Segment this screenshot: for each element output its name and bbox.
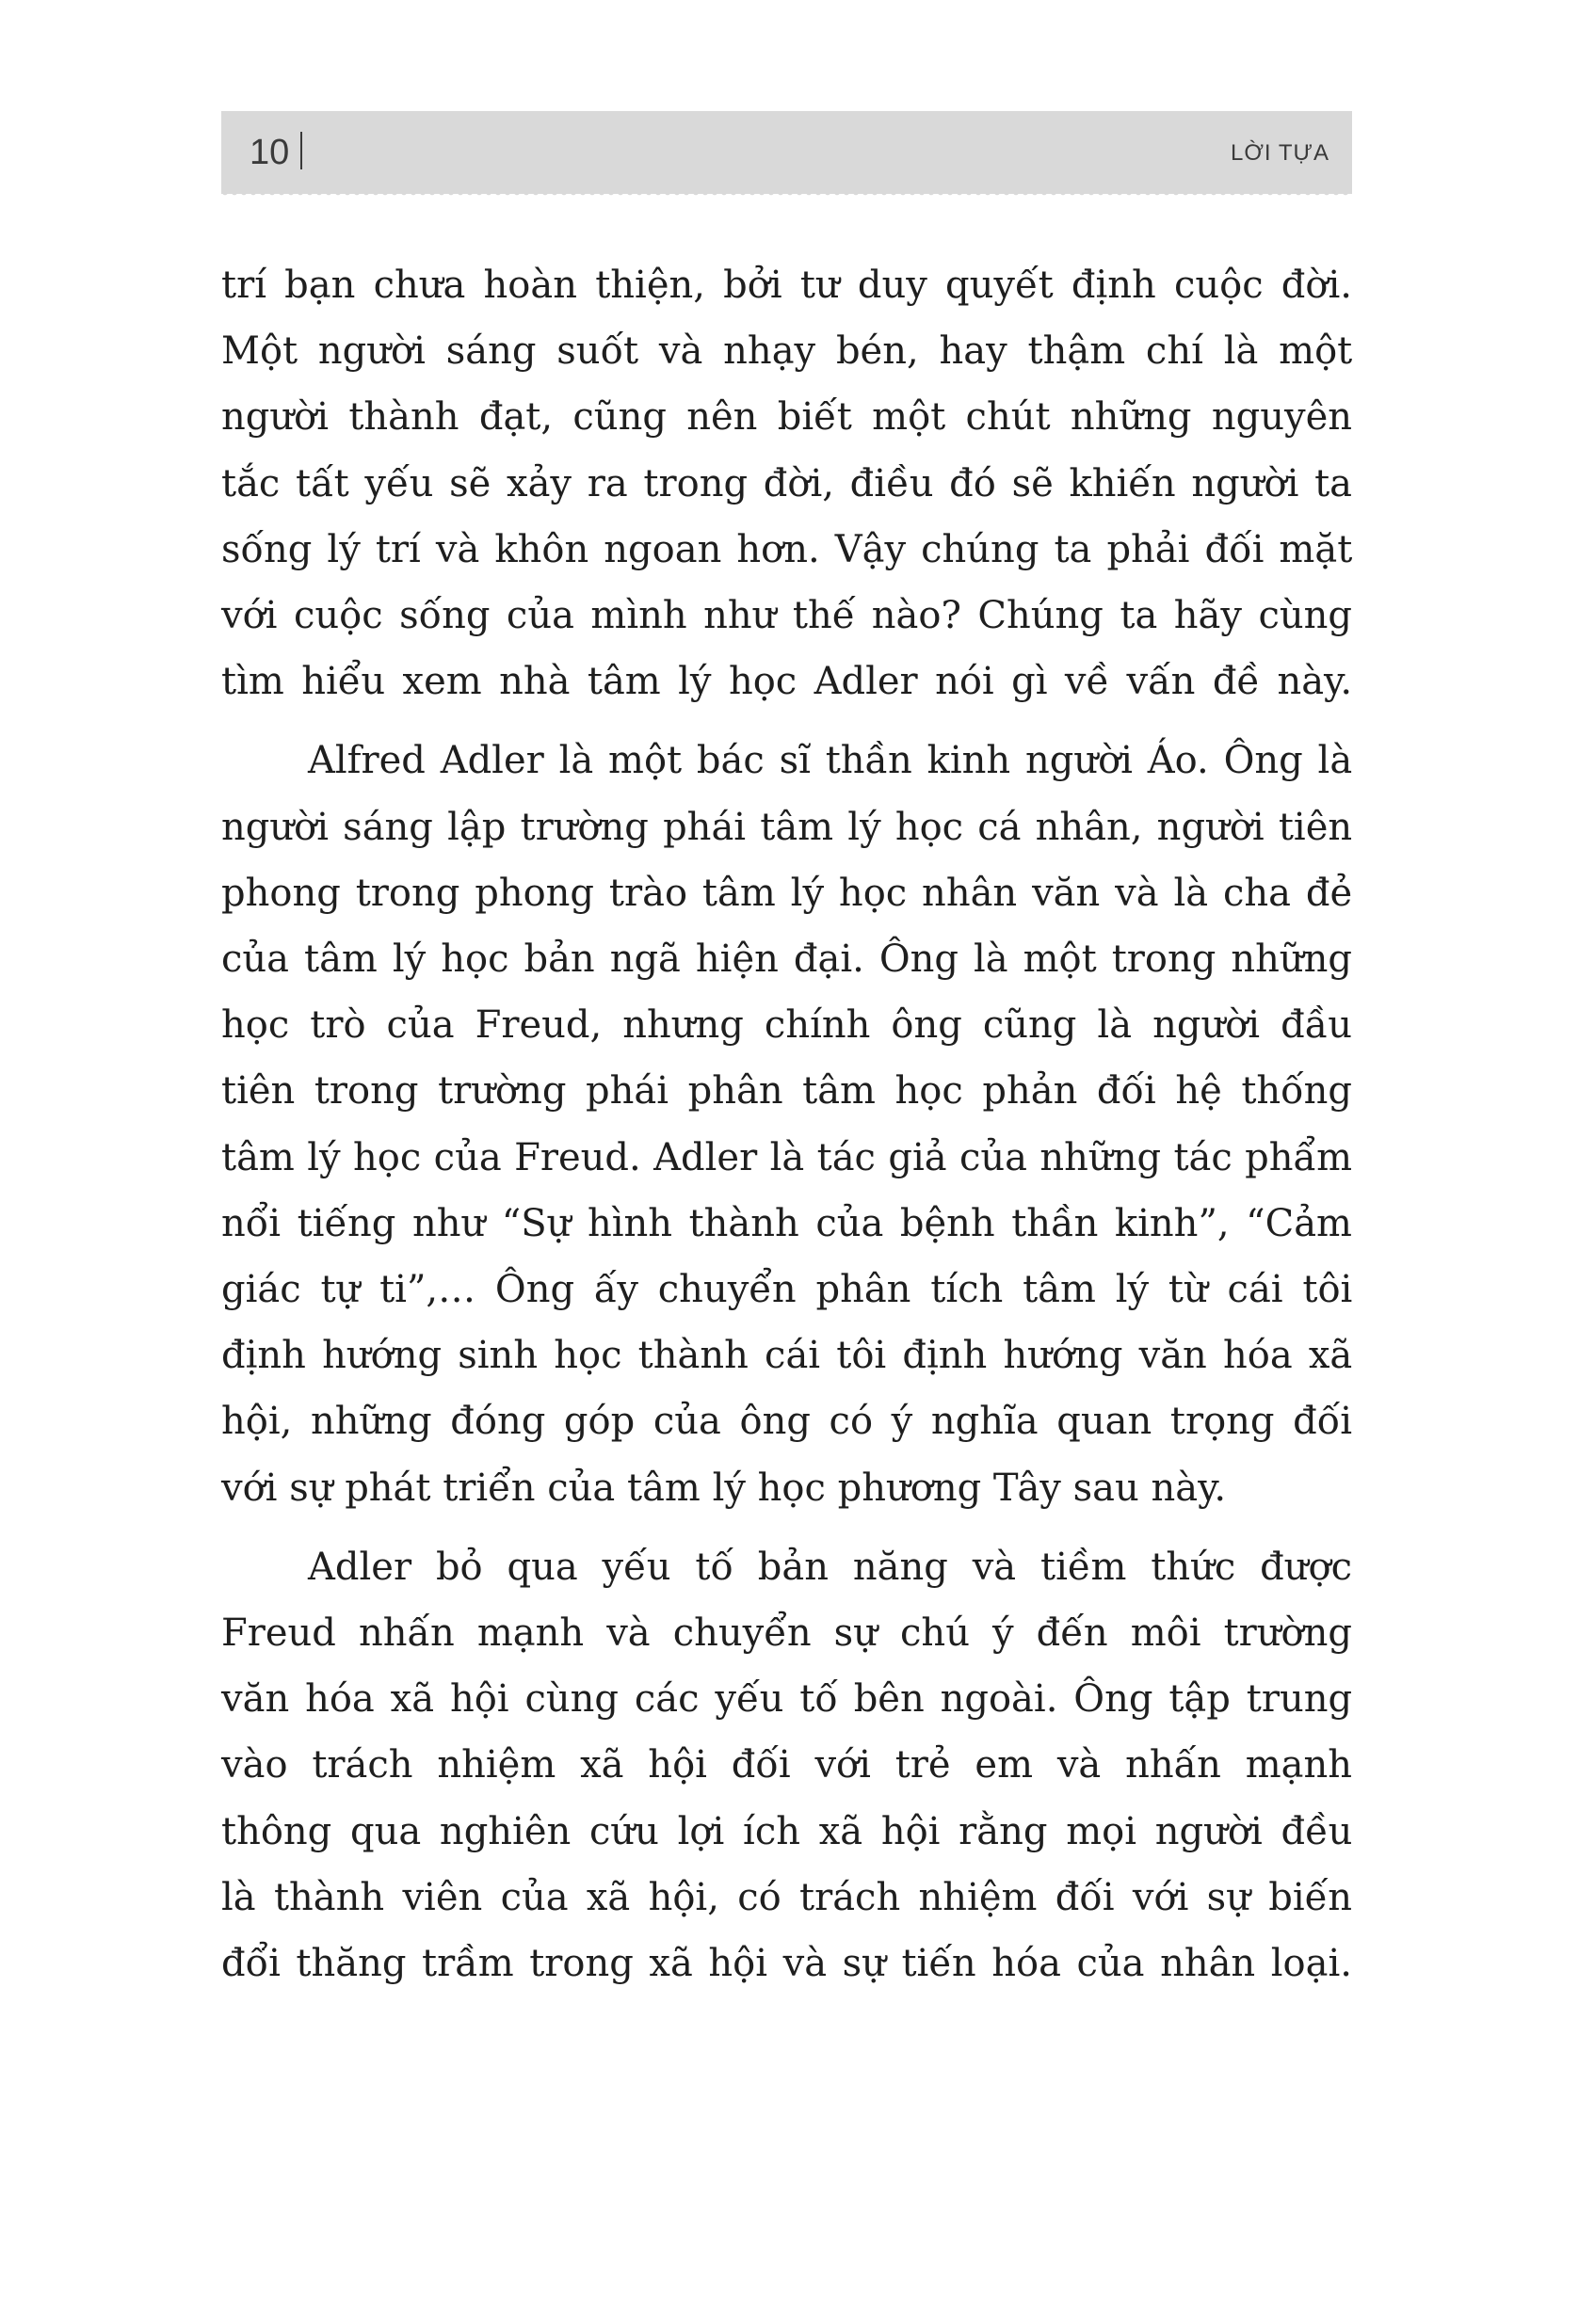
page-header <box>221 111 1352 194</box>
text-line: là thành viên của xã hội, có trách nhiệm đối với sự biến <box>221 1875 1353 1919</box>
text-line: văn hóa xã hội cùng các yếu tố bên ngoài. Ông tập trung <box>221 1677 1353 1722</box>
text-line: tiên trong trường phái phân tâm học phản đối hệ thống <box>221 1069 1352 1114</box>
running-title: LỜI TỰA <box>1231 140 1329 166</box>
text-line: hội, những đóng góp của ông có ý nghĩa quan trọng đối <box>221 1400 1353 1444</box>
text-line: học trò của Freud, nhưng chính ông cũng là người đầu <box>221 1003 1352 1048</box>
text-line: thông qua nghiên cứu lợi ích xã hội rằng mọi người đều <box>221 1809 1353 1853</box>
text-line: tìm hiểu xem nhà tâm lý học Adler nói gì về vấn đề này. <box>221 660 1353 704</box>
text-line: tắc tất yếu sẽ xảy ra trong đời, điều đó sẽ khiến người ta <box>221 461 1353 505</box>
text-line: định hướng sinh học thành cái tôi định hướng văn hóa xã <box>221 1334 1353 1378</box>
paragraph <box>221 1534 1352 1996</box>
paragraph <box>221 252 1352 714</box>
text-line: người sáng lập trường phái tâm lý học cá nhân, người tiên <box>221 805 1353 849</box>
text-line: vào trách nhiệm xã hội đối với trẻ em và nhấn mạnh <box>221 1743 1352 1787</box>
text-line: giác tự ti”,… Ông ấy chuyển phân tích tâm lý từ cái tôi <box>221 1268 1353 1312</box>
text-line: sống lý trí và khôn ngoan hơn. Vậy chúng ta phải đối mặt <box>221 527 1353 571</box>
text-line: phong trong phong trào tâm lý học nhân văn và là cha đẻ <box>221 871 1353 915</box>
text-line: người thành đạt, cũng nên biết một chút những nguyên <box>221 395 1352 440</box>
text-line: đổi thăng trầm trong xã hội và sự tiến hóa của nhân loại. <box>221 1942 1352 1986</box>
text-line: nổi tiếng như “Sự hình thành của bệnh thần kinh”, “Cảm <box>221 1201 1352 1245</box>
text-line: tâm lý học của Freud. Adler là tác giả của những tác phẩm <box>221 1135 1352 1179</box>
text-line: trí bạn chưa hoàn thiện, bởi tư duy quyết định cuộc đời. <box>221 264 1352 307</box>
paragraph <box>221 728 1352 1520</box>
text-line: của tâm lý học bản ngã hiện đại. Ông là một trong những <box>221 938 1352 982</box>
text-line: Alfred Adler là một bác sĩ thần kinh người Áo. Ông là <box>308 739 1353 783</box>
text-line: Freud nhấn mạnh và chuyển sự chú ý đến môi trường <box>221 1611 1352 1656</box>
page-number: 10 <box>250 133 290 172</box>
body-text <box>221 252 1352 1996</box>
text-line: với cuộc sống của mình như thế nào? Chúng ta hãy cùng <box>221 594 1352 638</box>
header-divider <box>300 132 302 169</box>
text-line: với sự phát triển của tâm lý học phương Tây sau này. <box>221 1466 1227 1510</box>
text-line: Một người sáng suốt và nhạy bén, hay thậm chí là một <box>221 329 1353 374</box>
text-line: Adler bỏ qua yếu tố bản năng và tiềm thức được <box>308 1545 1352 1589</box>
